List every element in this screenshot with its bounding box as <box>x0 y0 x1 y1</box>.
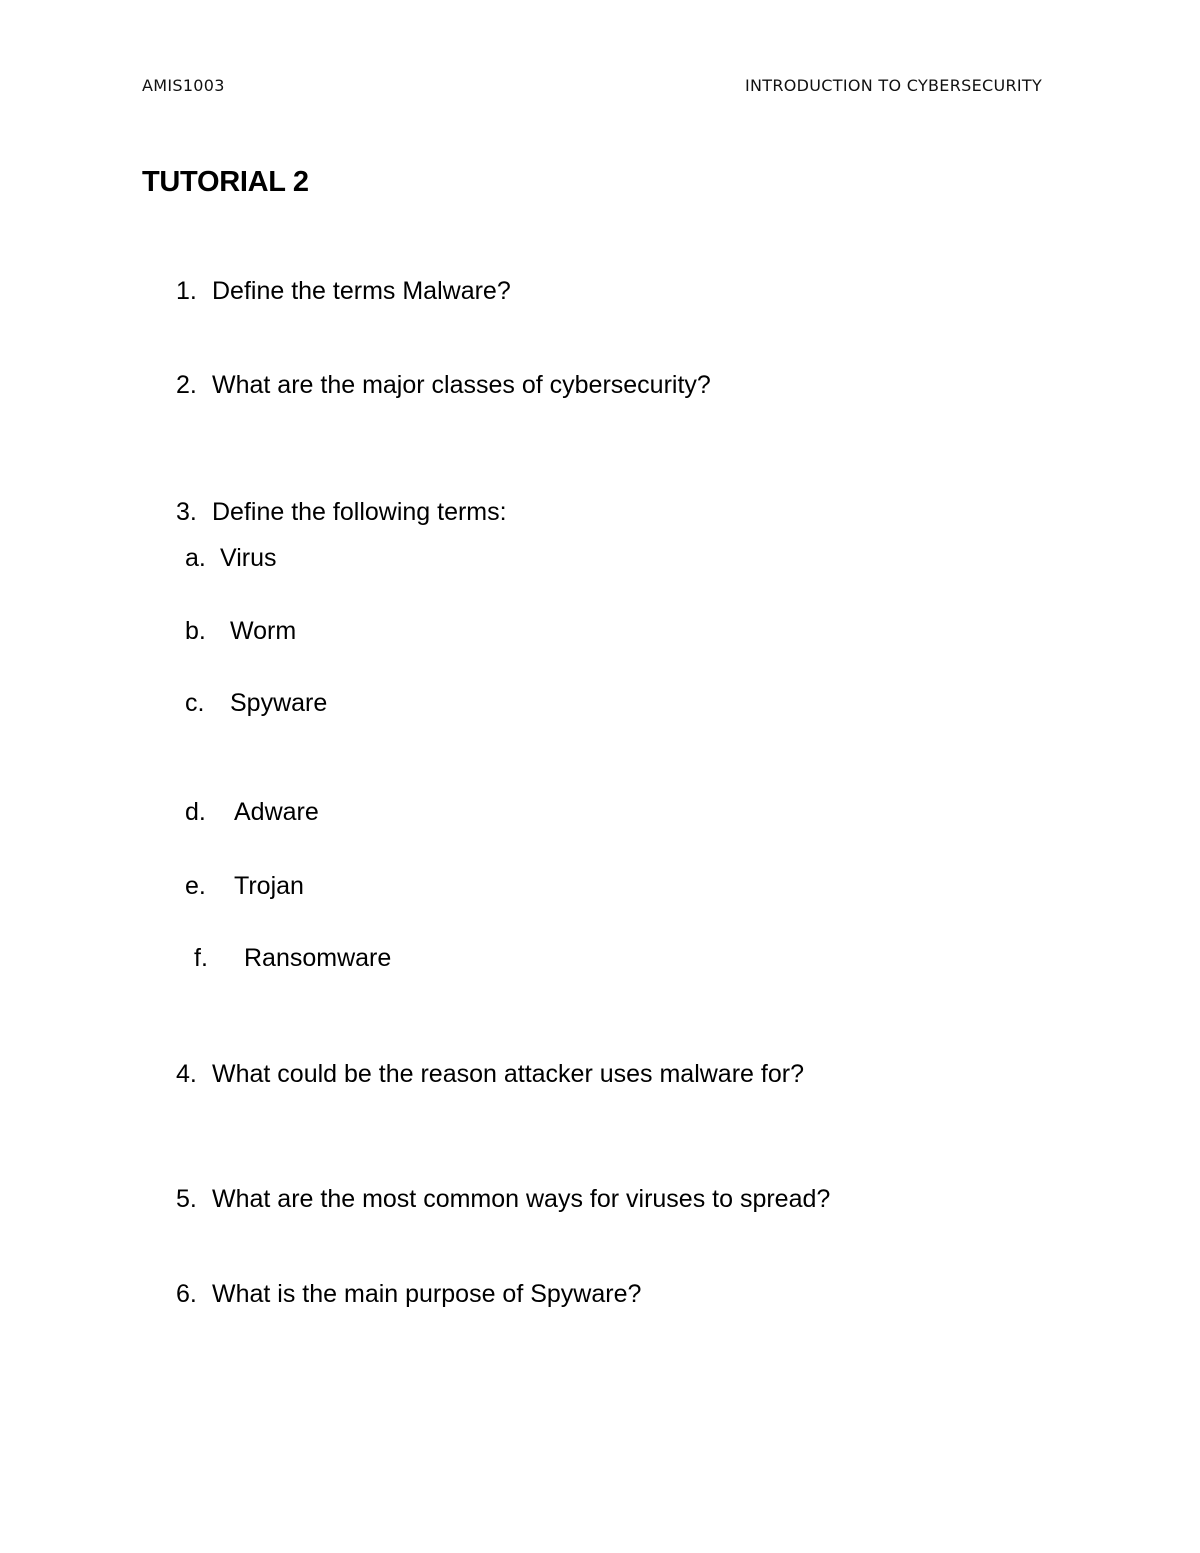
question-number: 3. <box>176 498 197 526</box>
subitem-letter: b. <box>185 617 206 645</box>
question-number: 2. <box>176 371 197 399</box>
question-text: What are the major classes of cybersecurity? <box>212 371 711 399</box>
subitem-text: Worm <box>230 617 297 645</box>
question-number: 5. <box>176 1185 197 1213</box>
subitem-letter: a. <box>185 544 206 572</box>
subitem-text: Trojan <box>234 872 304 900</box>
subitem-text: Spyware <box>230 689 328 717</box>
header-course-code: AMIS1003 <box>142 76 225 95</box>
question-text: What are the most common ways for viruses to spread? <box>212 1185 831 1213</box>
subitem-letter: e. <box>185 872 206 900</box>
question-text: What is the main purpose of Spyware? <box>212 1280 642 1308</box>
subitem-text: Ransomware <box>244 944 392 972</box>
page-title: TUTORIAL 2 <box>142 166 309 198</box>
question-number: 4. <box>176 1060 197 1088</box>
question-number: 6. <box>176 1280 197 1308</box>
subitem-text: Adware <box>234 798 319 826</box>
question-text: Define the following terms: <box>212 498 507 526</box>
subitem-letter: f. <box>194 944 208 972</box>
question-text: What could be the reason attacker uses malware for? <box>212 1060 804 1088</box>
question-text: Define the terms Malware? <box>212 277 511 305</box>
subitem-text: Virus <box>220 544 277 572</box>
header-course-name: INTRODUCTION TO CYBERSECURITY <box>745 76 1043 95</box>
subitem-letter: d. <box>185 798 206 826</box>
question-number: 1. <box>176 277 197 305</box>
subitem-letter: c. <box>185 689 205 717</box>
